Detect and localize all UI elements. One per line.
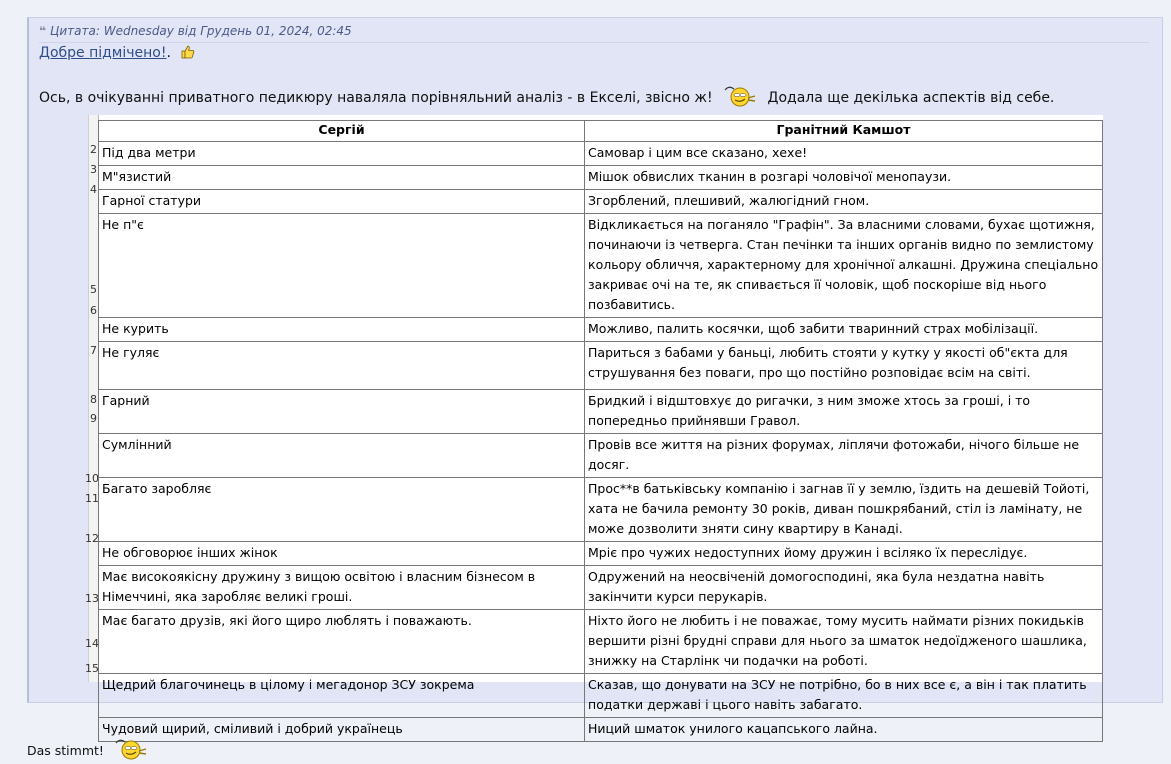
quote-line-1 [39, 45, 195, 61]
smiley-icon [723, 84, 757, 112]
row-number: 11 [85, 492, 99, 505]
table-cell: М"язистий [99, 166, 585, 190]
quote-icon: ❝ [39, 24, 47, 38]
column-header: Гранітний Камшот [585, 121, 1103, 142]
table-cell: Ниций шматок унилого кацапського лайна. [585, 718, 1103, 742]
row-number: 12 [85, 532, 99, 545]
table-row [99, 214, 1103, 318]
row-number: 8 [90, 393, 97, 406]
table-row [99, 434, 1103, 478]
table-cell: Щедрий благочинець в цілому і мегадонор ЗСУ зокрема [99, 674, 585, 718]
table-cell: Не курить [99, 318, 585, 342]
quote-line-2 [39, 84, 1054, 112]
comparison-table [98, 120, 1103, 742]
table-row [99, 318, 1103, 342]
table-cell: Згорблений, плешивий, жалюгідний гном. [585, 190, 1103, 214]
table-header-row [99, 121, 1103, 142]
table-row [99, 566, 1103, 610]
quote-link[interactable]: Добре підмічено! [39, 45, 167, 61]
table-cell: Можливо, палить косячки, щоб забити тваринний страх мобілізації. [585, 318, 1103, 342]
table-row [99, 342, 1103, 390]
table-row [99, 610, 1103, 674]
table-cell: Відкликається на поганяло "Графін". За власними словами, бухає щотижня, починаючи із четверга. Стан печінки та інших органів видно по землистому кольору обличчя, характерному для хронічної алкашні. Дружина спеціально закриває очі на те, як спивається її чоловік, щоб поскоріше від нього позбавитись. [585, 214, 1103, 318]
quote-header-link[interactable]: Цитата: Wednesday від Грудень 01, 2024, 02:45 [50, 24, 352, 38]
table-cell: Провів все життя на різних форумах, ліплячи фотожаби, нічого більше не досяг. [585, 434, 1103, 478]
table-cell: Париться з бабами у баньці, любить стояти у кутку у якості об"єкта для струшування без поваги, про що постійно розповідає всім на світі. [585, 342, 1103, 390]
table-cell: Не обговорює інших жінок [99, 542, 585, 566]
row-number: 15 [85, 662, 99, 675]
spreadsheet-image [85, 115, 1103, 736]
table-cell: Одружений на неосвіченій домогосподині, яка була нездатна навіть закінчити курси перукарів. [585, 566, 1103, 610]
table-row [99, 718, 1103, 742]
quote-block [27, 17, 1163, 736]
column-header: Сергій [99, 121, 585, 142]
row-number: 3 [90, 163, 97, 176]
table-cell: Має багато друзів, які його щиро люблять і поважають. [99, 610, 585, 674]
table-cell: Під два метри [99, 142, 585, 166]
post-text: Das stimmt! [27, 743, 104, 758]
thumbs-up-icon [181, 45, 195, 59]
row-number: 14 [85, 637, 99, 650]
table-cell: Гарної статури [99, 190, 585, 214]
table-row [99, 190, 1103, 214]
quote-line-1-suffix: . [166, 45, 171, 61]
table-cell: Не гуляє [99, 342, 585, 390]
table-row [99, 390, 1103, 434]
table-row [99, 166, 1103, 190]
table-cell: Ніхто його не любить і не поважає, тому мусить наймати різних покидьків вершити різні брудні справи для нього за шматок недоїдженого шашлика, знижку на Старлінк чи подачки на роботі. [585, 610, 1103, 674]
table-row [99, 142, 1103, 166]
table-row [99, 478, 1103, 542]
row-number: 13 [85, 592, 99, 605]
quote-header [39, 24, 1149, 43]
table-cell: Мріє про чужих недоступних йому дружин і всіляко їх переслідує. [585, 542, 1103, 566]
row-number: 6 [90, 304, 97, 317]
row-number: 9 [90, 412, 97, 425]
table-cell: Сумлінний [99, 434, 585, 478]
table-cell: Прос**в батьківську компанію і загнав її у землю, їздить на дешевій Тойоті, хата не бачила ремонту 30 років, диван пошкрябаний, стіл із ламінату, не може дозволити зняти сину квартиру в Канаді. [585, 478, 1103, 542]
row-number: 4 [90, 183, 97, 196]
post-body [27, 737, 154, 764]
row-number: 2 [90, 143, 97, 156]
table-cell: Не п"є [99, 214, 585, 318]
table-cell: Гарний [99, 390, 585, 434]
table-row [99, 542, 1103, 566]
table-cell: Самовар і цим все сказано, хехе! [585, 142, 1103, 166]
table-cell: Бридкий і відштовхує до ригачки, з ним зможе хтось за гроші, і то попередньо прийнявши Гравол. [585, 390, 1103, 434]
table-row [99, 674, 1103, 718]
table-cell: Мішок обвислих тканин в розгарі чоловічої менопаузи. [585, 166, 1103, 190]
row-number: 5 [90, 283, 97, 296]
table-cell: Чудовий щирий, сміливий і добрий українець [99, 718, 585, 742]
quote-line-2-suffix: Додала ще декілька аспектів від себе. [767, 90, 1055, 106]
row-number: 7 [90, 344, 97, 357]
table-cell: Сказав, що донувати на ЗСУ не потрібно, бо в них все є, а він і так платить податки державі і цього навіть забагато. [585, 674, 1103, 718]
quote-line-2-text: Ось, в очікуванні приватного педикюру наваляла порівняльний аналіз - в Екселі, звісно ж! [39, 90, 713, 106]
table-cell: Має високоякісну дружину з вищою освітою і власним бізнесом в Німеччині, яка заробляє великі гроші. [99, 566, 585, 610]
smiley-icon [114, 737, 148, 764]
table-cell: Багато заробляє [99, 478, 585, 542]
row-number: 10 [85, 472, 99, 485]
